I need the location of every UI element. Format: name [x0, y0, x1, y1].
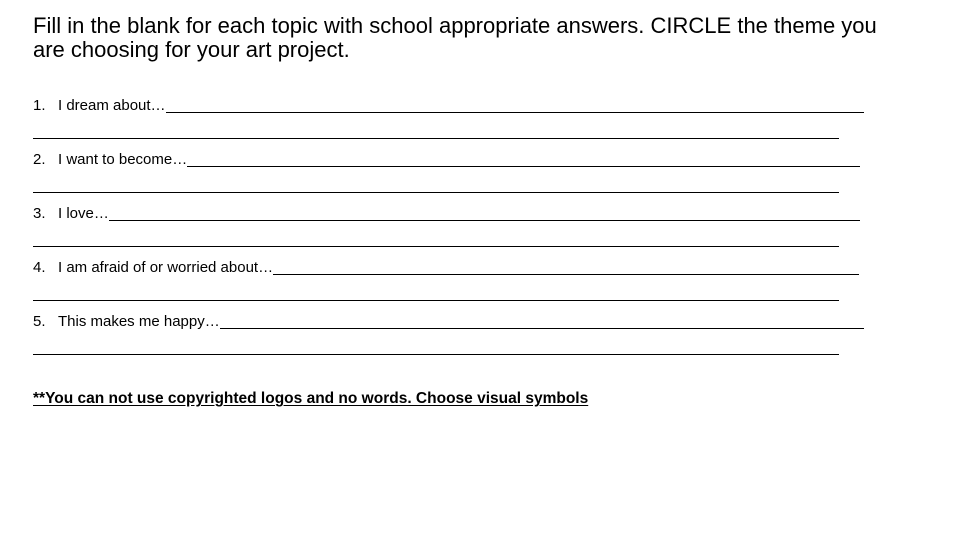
answer-blank-line[interactable] [109, 203, 860, 221]
answer-blank-line[interactable] [187, 149, 860, 167]
answer-blank-line[interactable] [220, 311, 864, 329]
answer-continuation-line[interactable] [33, 300, 839, 301]
answer-continuation-line[interactable] [33, 192, 839, 193]
copyright-note: **You can not use copyrighted logos and no words. Choose visual symbols [33, 390, 589, 407]
answer-continuation-line[interactable] [33, 246, 839, 247]
prompt-label: This makes me happy… [58, 313, 220, 330]
prompt-number: 4. [33, 259, 46, 276]
prompt-label: I love… [58, 205, 109, 222]
prompt-3 [33, 201, 860, 223]
prompt-1 [33, 93, 864, 115]
prompt-4 [33, 255, 859, 277]
prompt-number: 3. [33, 205, 46, 222]
prompt-number: 2. [33, 151, 46, 168]
prompt-label: I want to become… [58, 151, 188, 168]
answer-blank-line[interactable] [273, 257, 859, 275]
prompt-label: I am afraid of or worried about… [58, 259, 274, 276]
answer-blank-line[interactable] [166, 95, 864, 113]
answer-continuation-line[interactable] [33, 138, 839, 139]
answer-continuation-line[interactable] [33, 354, 839, 355]
prompt-number: 1. [33, 97, 46, 114]
prompt-label: I dream about… [58, 97, 166, 114]
prompt-5 [33, 309, 864, 331]
prompt-2 [33, 147, 860, 169]
instructions-heading: Fill in the blank for each topic with school appropriate answers. CIRCLE the theme you are choosing for your art project. [33, 13, 877, 62]
prompt-number: 5. [33, 313, 46, 330]
